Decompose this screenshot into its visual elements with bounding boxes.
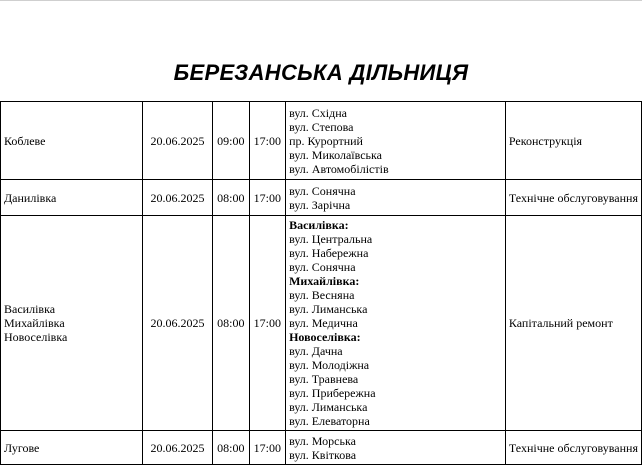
streets-cell [286, 180, 506, 216]
streets-cell [286, 102, 506, 180]
village-header: Михайлівка: [289, 274, 360, 288]
settlement-cell [1, 431, 143, 465]
streets-cell [286, 216, 506, 431]
street-item: вул. Молодіжна [289, 358, 370, 372]
end-time-cell: 17:00 [249, 180, 286, 216]
start-time-cell: 09:00 [213, 102, 250, 180]
village-header: Новоселівка: [289, 330, 361, 344]
settlement-cell [1, 180, 143, 216]
street-item: вул. Степова [289, 119, 354, 134]
settlement-cell [1, 102, 143, 180]
settlement-name: Василівка [4, 302, 56, 316]
street-item: вул. Набережна [289, 246, 369, 260]
end-time-cell: 17:00 [249, 102, 286, 180]
start-time-cell: 08:00 [213, 431, 250, 465]
streets-cell [286, 431, 506, 465]
street-item: вул. Лиманська [289, 302, 368, 316]
street-item: вул. Дачна [289, 344, 343, 358]
street-item: вул. Елеваторна [289, 414, 370, 428]
street-item: вул. Травнева [289, 372, 359, 386]
street-item: вул. Прибережна [289, 386, 376, 400]
street-item: вул. Морська [289, 433, 356, 448]
page-top-rule [0, 0, 642, 1]
end-time-cell: 17:00 [249, 431, 286, 465]
date-cell: 20.06.2025 [143, 102, 213, 180]
street-item: вул. Зарічна [289, 197, 351, 212]
work-type-cell: Капітальний ремонт [505, 216, 641, 431]
page-title: БЕРЕЗАНСЬКА ДІЛЬНИЦЯ [173, 60, 469, 85]
table-row [1, 431, 642, 465]
street-item: вул. Центральна [289, 232, 373, 246]
street-item: пр. Курортний [289, 133, 363, 148]
street-item: вул. Автомобілістів [289, 161, 389, 176]
settlement-name: Михайлівка [4, 316, 65, 330]
settlement-name: Лугове [4, 440, 40, 455]
end-time-cell: 17:00 [249, 216, 286, 431]
work-type-cell: Реконструкція [505, 102, 641, 180]
outage-schedule-table [0, 101, 642, 465]
start-time-cell: 08:00 [213, 216, 250, 431]
street-item: вул. Сонячна [289, 260, 356, 274]
street-item: вул. Миколаївська [289, 147, 382, 162]
date-cell: 20.06.2025 [143, 431, 213, 465]
street-item: вул. Квіткова [289, 447, 357, 462]
settlement-name: Данилівка [4, 190, 57, 205]
street-item: вул. Медична [289, 316, 358, 330]
settlement-name: Коблеве [4, 133, 46, 148]
table-row [1, 216, 642, 431]
work-type-cell: Технічне обслуговування [505, 431, 641, 465]
start-time-cell: 08:00 [213, 180, 250, 216]
street-item: вул. Східна [289, 105, 347, 120]
street-item: вул. Сонячна [289, 183, 356, 198]
work-type-cell: Технічне обслуговування [505, 180, 641, 216]
street-item: вул. Весняна [289, 288, 355, 302]
date-cell: 20.06.2025 [143, 216, 213, 431]
street-item: вул. Лиманська [289, 400, 368, 414]
settlement-cell [1, 216, 143, 431]
table-row [1, 180, 642, 216]
date-cell: 20.06.2025 [143, 180, 213, 216]
table-row [1, 102, 642, 180]
village-header: Василівка: [289, 218, 349, 232]
settlement-name: Новоселівка [4, 330, 68, 344]
